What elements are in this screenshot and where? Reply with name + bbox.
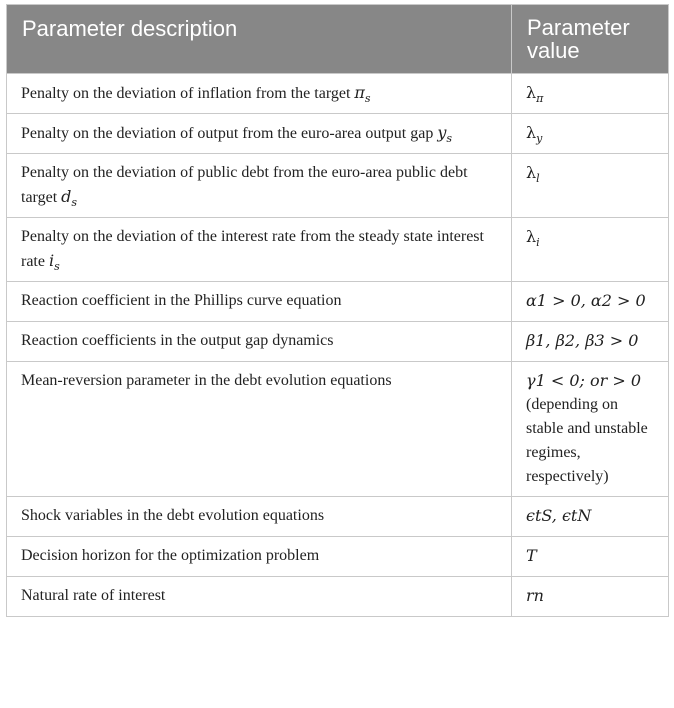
row-description: Mean-reversion parameter in the debt evolution equations xyxy=(7,362,512,497)
row-description: Shock variables in the debt evolution equations xyxy=(7,497,512,537)
value-symbol: $\lambda_\pi$ xyxy=(526,83,544,106)
row-value xyxy=(512,114,669,154)
table-row xyxy=(7,322,669,362)
table-row xyxy=(7,154,669,218)
value-symbol: T xyxy=(526,546,537,565)
description-text: Penalty on the deviation of output from the euro-area output gap xyxy=(21,125,434,142)
description-text: Penalty on the deviation of public debt from the euro-area public debt target xyxy=(21,164,468,206)
header-parameter-value: Parameter value xyxy=(512,5,669,74)
description-text: Penalty on the deviation of the interest rate from the steady state interest rate xyxy=(21,228,484,270)
row-description xyxy=(7,154,512,218)
row-value xyxy=(512,497,669,537)
value-symbol: α1 > 0, α2 > 0 xyxy=(526,291,646,310)
row-description xyxy=(7,74,512,114)
table-row xyxy=(7,282,669,322)
row-value xyxy=(512,362,669,497)
value-note: (depending on stable and unstable regimes, respectively) xyxy=(526,396,648,485)
row-description: Natural rate of interest xyxy=(7,577,512,617)
row-description xyxy=(7,114,512,154)
value-symbol: $\lambda_i$ xyxy=(526,227,540,250)
value-symbol: γ1 < 0; or > 0 xyxy=(526,371,642,390)
value-symbol: rn xyxy=(526,586,544,605)
description-symbol: $i_s$ xyxy=(48,251,60,274)
row-value xyxy=(512,537,669,577)
description-symbol: $\pi_s$ xyxy=(354,83,371,106)
description-symbol: $d_s$ xyxy=(61,187,78,210)
row-value xyxy=(512,322,669,362)
row-value xyxy=(512,282,669,322)
table-row xyxy=(7,114,669,154)
description-symbol: $y_s$ xyxy=(437,123,453,146)
table-row xyxy=(7,74,669,114)
table-row xyxy=(7,362,669,497)
value-symbol: $\lambda_y$ xyxy=(526,123,543,146)
value-symbol: ϵtS, ϵtN xyxy=(526,506,592,525)
row-description: Reaction coefficients in the output gap dynamics xyxy=(7,322,512,362)
value-symbol: $\lambda_l$ xyxy=(526,163,540,186)
table-row xyxy=(7,218,669,282)
parameter-table xyxy=(6,4,669,617)
row-value xyxy=(512,154,669,218)
description-text: Penalty on the deviation of inflation from the target xyxy=(21,85,351,102)
table-row xyxy=(7,497,669,537)
row-value xyxy=(512,577,669,617)
value-symbol: β1, β2, β3 > 0 xyxy=(526,331,639,350)
row-description: Decision horizon for the optimization problem xyxy=(7,537,512,577)
table-header-row xyxy=(7,5,669,74)
header-parameter-description: Parameter description xyxy=(7,5,512,74)
table-row xyxy=(7,537,669,577)
row-description: Reaction coefficient in the Phillips curve equation xyxy=(7,282,512,322)
row-value xyxy=(512,74,669,114)
row-value xyxy=(512,218,669,282)
table-row xyxy=(7,577,669,617)
row-description xyxy=(7,218,512,282)
